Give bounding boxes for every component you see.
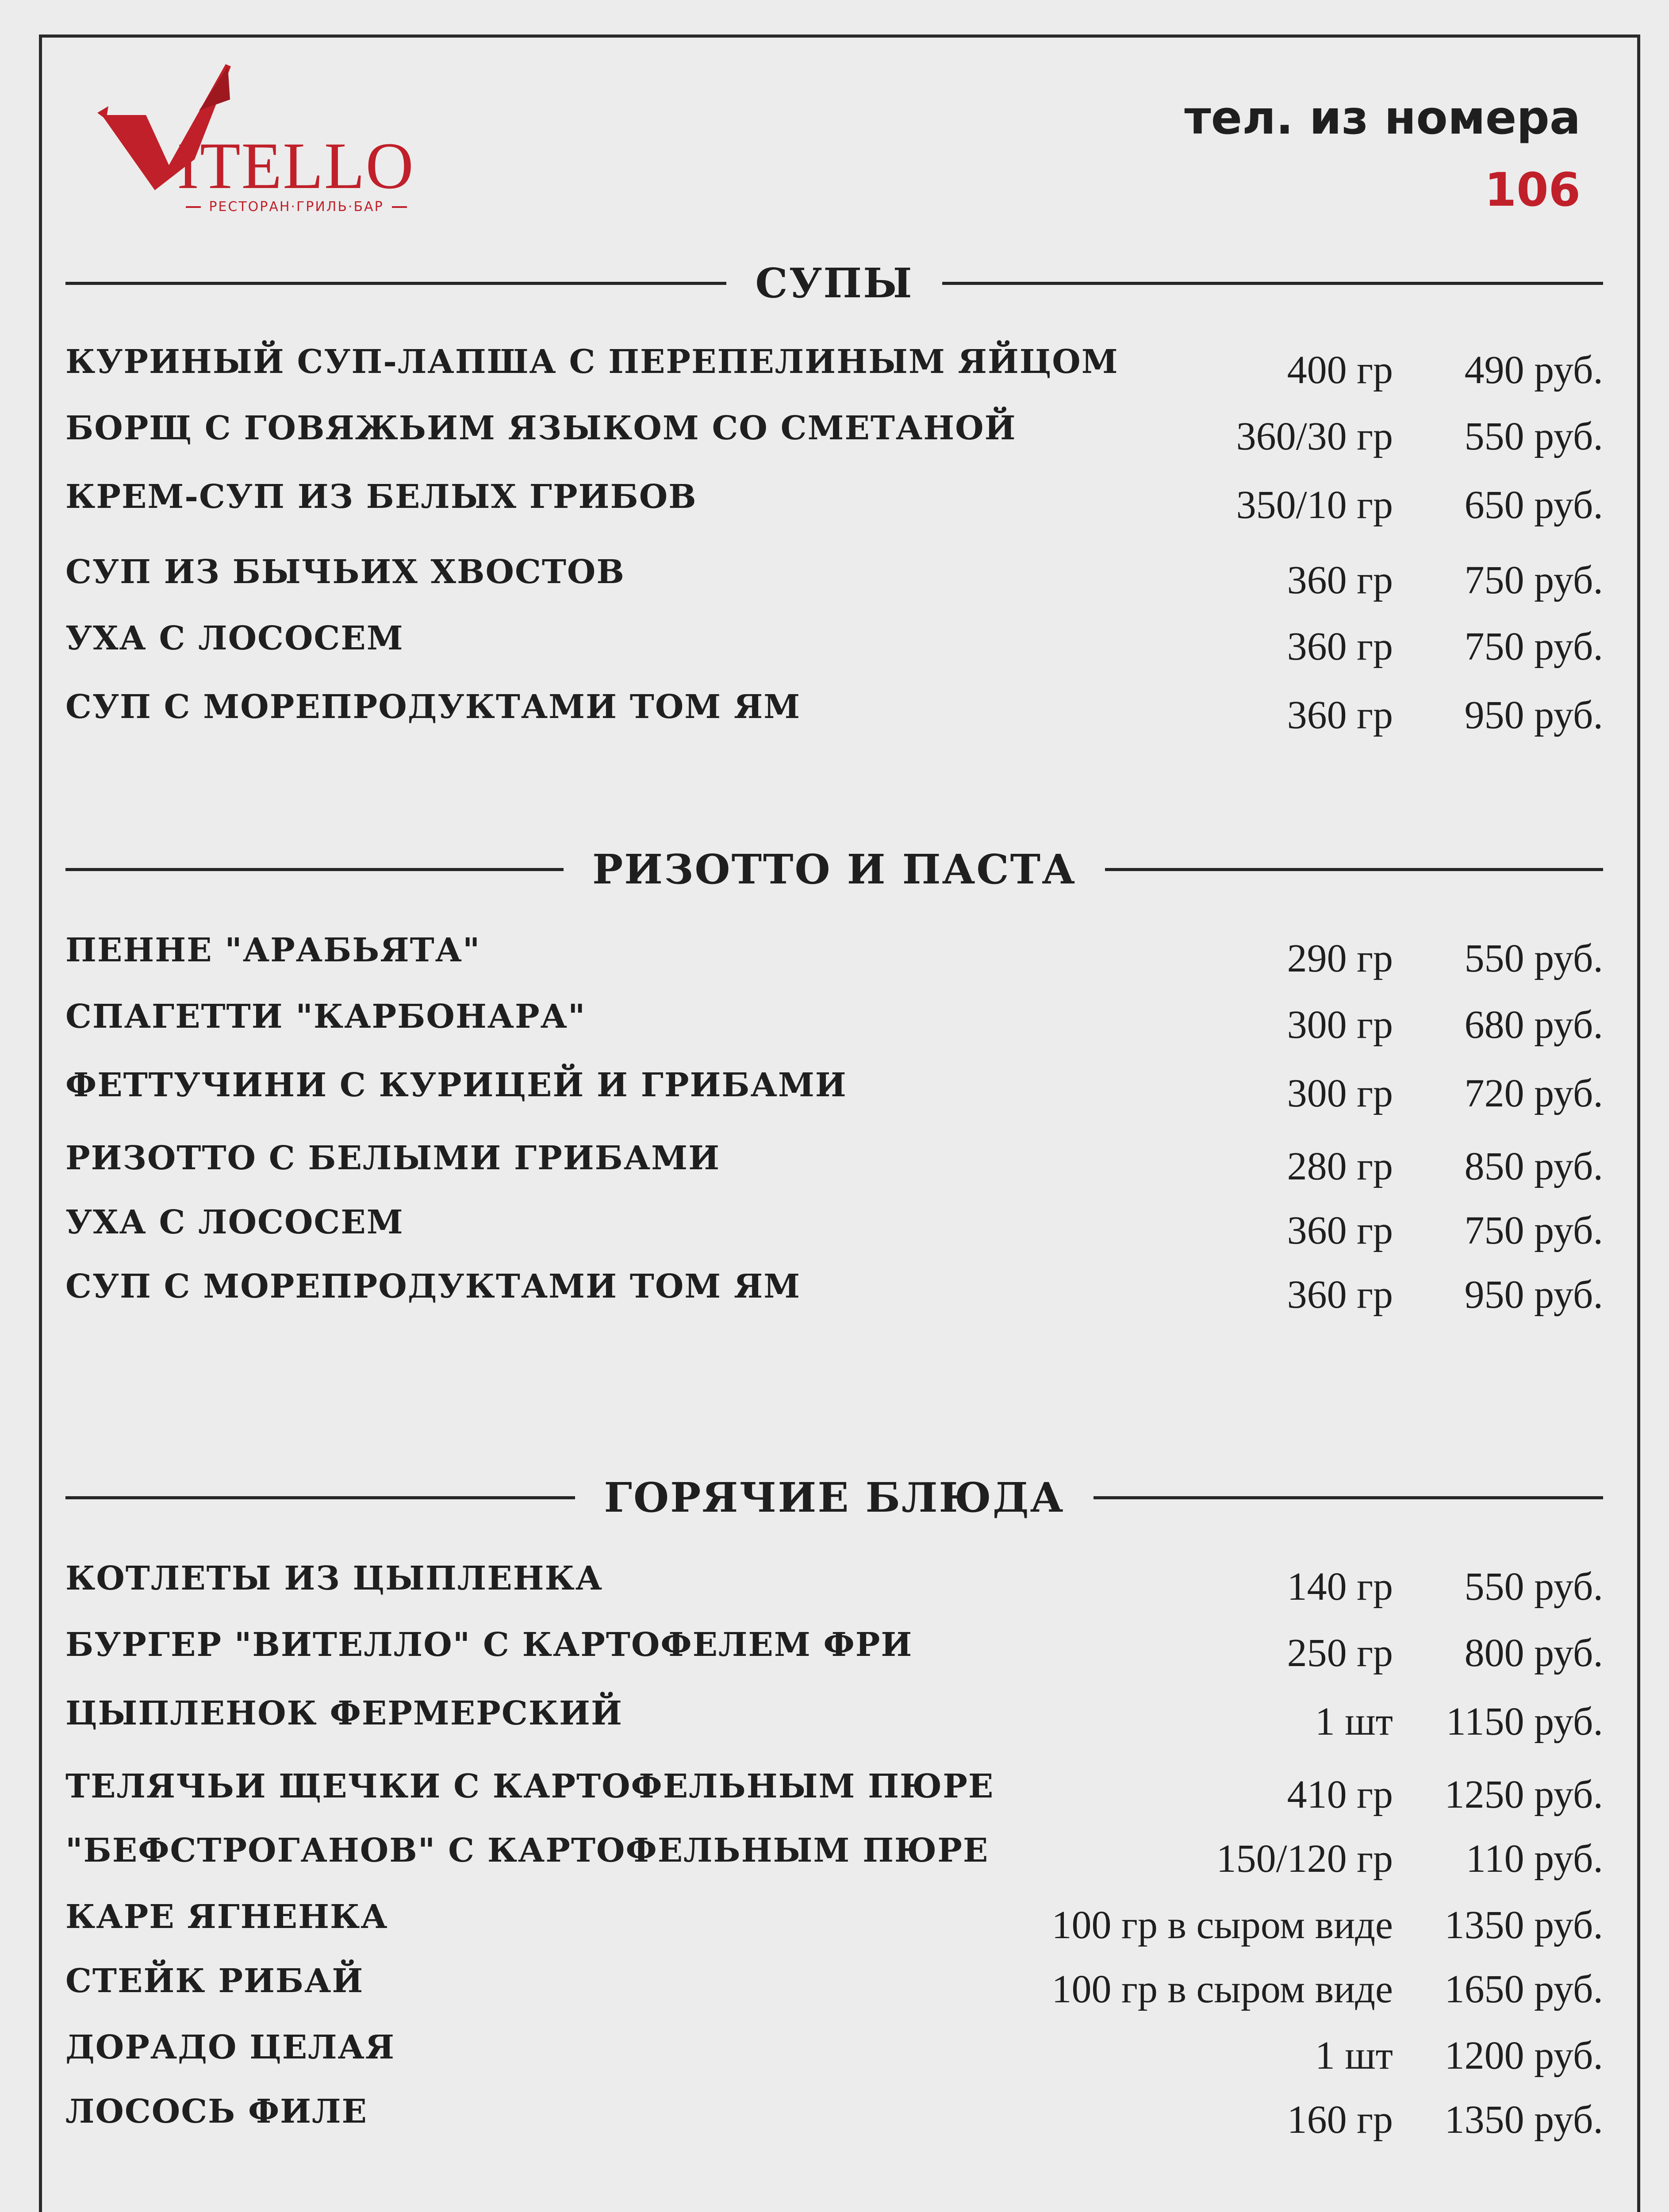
section-risotto-pasta bbox=[65, 843, 1603, 1317]
dish-name: КОТЛЕТЫ ИЗ ЦЫПЛЕНКА bbox=[65, 1559, 603, 1598]
menu-item bbox=[65, 688, 1603, 737]
dish-weight: 290 гр bbox=[1287, 937, 1393, 980]
dish-weight: 350/10 гр bbox=[1236, 483, 1393, 527]
dish-name: СУП ИЗ БЫЧЬИХ ХВОСТОВ bbox=[65, 553, 625, 591]
dish-weight: 140 гр bbox=[1287, 1565, 1393, 1609]
dish-name: СТЕЙК РИБАЙ bbox=[65, 1962, 364, 2000]
dish-name: РИЗОТТО С БЕЛЫМИ ГРИБАМИ bbox=[65, 1139, 720, 1177]
dish-weight: 360/30 гр bbox=[1236, 415, 1393, 458]
dish-name: УХА С ЛОСОСЕМ bbox=[65, 619, 404, 657]
menu-item bbox=[65, 409, 1603, 458]
tagline-text: РЕСТОРАН·ГРИЛЬ·БАР bbox=[209, 199, 384, 215]
menu-item bbox=[65, 1832, 1603, 1880]
dish-name: ФЕТТУЧИНИ С КУРИЦЕЙ И ГРИБАМИ bbox=[65, 1066, 847, 1104]
dish-weight: 100 гр в сыром виде bbox=[1051, 1903, 1393, 1947]
dish-price: 490 руб. bbox=[1464, 348, 1603, 392]
dish-name: ЦЫПЛЕНОК ФЕРМЕРСКИЙ bbox=[65, 1694, 623, 1732]
menu-item bbox=[65, 619, 1603, 668]
menu-item bbox=[65, 931, 1603, 980]
tagline-rule-right bbox=[392, 206, 407, 208]
dish-price: 720 руб. bbox=[1464, 1071, 1603, 1115]
menu-item bbox=[65, 2028, 1603, 2077]
dish-price: 1350 руб. bbox=[1444, 2098, 1603, 2142]
dish-price: 1150 руб. bbox=[1446, 1700, 1603, 1743]
menu-item bbox=[65, 1626, 1603, 1674]
menu-item bbox=[65, 1139, 1603, 1188]
logo-wordmark: ITELLO bbox=[177, 129, 414, 203]
dish-weight: 360 гр bbox=[1287, 1209, 1393, 1252]
dish-name: БОРЩ С ГОВЯЖЬИМ ЯЗЫКОМ СО СМЕТАНОЙ bbox=[65, 409, 1017, 447]
dish-price: 650 руб. bbox=[1464, 483, 1603, 527]
menu-item bbox=[65, 1767, 1603, 1816]
section-header bbox=[65, 1471, 1603, 1524]
dish-weight: 360 гр bbox=[1287, 1273, 1393, 1317]
dish-name: "БЕФСТРОГАНОВ" С КАРТОФЕЛЬНЫМ ПЮРЕ bbox=[65, 1832, 989, 1870]
dish-price: 1350 руб. bbox=[1444, 1903, 1603, 1947]
dish-price: 550 руб. bbox=[1464, 937, 1603, 980]
dish-weight: 360 гр bbox=[1287, 625, 1393, 668]
section-header bbox=[65, 257, 1603, 310]
section-hot-dishes bbox=[65, 1471, 1603, 2142]
dish-price: 750 руб. bbox=[1464, 1209, 1603, 1252]
menu-item bbox=[65, 1962, 1603, 2011]
divider-line bbox=[1093, 1496, 1603, 1499]
dish-name: КУРИНЫЙ СУП-ЛАПША С ПЕРЕПЕЛИНЫМ ЯЙЦОМ bbox=[65, 343, 1119, 381]
section-title: ГОРЯЧИЕ БЛЮДА bbox=[604, 1474, 1065, 1521]
dish-price: 750 руб. bbox=[1464, 558, 1603, 602]
menu-item bbox=[65, 1203, 1603, 1252]
menu-item bbox=[65, 1694, 1603, 1743]
divider-line bbox=[65, 282, 726, 285]
dish-weight: 100 гр в сыром виде bbox=[1051, 1967, 1393, 2011]
dish-weight: 250 гр bbox=[1287, 1631, 1393, 1675]
menu-item bbox=[65, 1559, 1603, 1608]
restaurant-logo bbox=[66, 58, 414, 226]
dish-price: 1650 руб. bbox=[1444, 1967, 1603, 2011]
dish-weight: 280 гр bbox=[1287, 1144, 1393, 1188]
dish-weight: 1 шт bbox=[1315, 2034, 1393, 2078]
room-phone-label: тел. из номера bbox=[1184, 91, 1581, 145]
dish-price: 550 руб. bbox=[1464, 415, 1603, 458]
divider-line bbox=[65, 1496, 575, 1499]
menu-item bbox=[65, 998, 1603, 1046]
menu-item bbox=[65, 343, 1603, 392]
dish-price: 750 руб. bbox=[1464, 625, 1603, 668]
dish-weight: 360 гр bbox=[1287, 558, 1393, 602]
menu-item bbox=[65, 2093, 1603, 2141]
dish-price: 800 руб. bbox=[1464, 1631, 1603, 1675]
dish-price: 550 руб. bbox=[1464, 1565, 1603, 1609]
dish-name: ТЕЛЯЧЬИ ЩЕЧКИ С КАРТОФЕЛЬНЫМ ПЮРЕ bbox=[65, 1767, 994, 1805]
menu-item bbox=[65, 478, 1603, 526]
divider-line bbox=[942, 282, 1603, 285]
dish-name: СУП С МОРЕПРОДУКТАМИ ТОМ ЯМ bbox=[65, 688, 801, 726]
dish-weight: 1 шт bbox=[1315, 1700, 1393, 1743]
dish-weight: 150/120 гр bbox=[1216, 1837, 1393, 1881]
dish-price: 1250 руб. bbox=[1444, 1773, 1603, 1816]
dish-name: СУП С МОРЕПРОДУКТАМИ ТОМ ЯМ bbox=[65, 1267, 801, 1306]
room-phone-number: 106 bbox=[1484, 163, 1581, 217]
dish-price: 950 руб. bbox=[1464, 693, 1603, 737]
dish-price: 110 руб. bbox=[1466, 1837, 1603, 1881]
dish-weight: 400 гр bbox=[1287, 348, 1393, 392]
dish-name: СПАГЕТТИ "КАРБОНАРА" bbox=[65, 998, 586, 1036]
logo-tagline bbox=[186, 199, 407, 215]
dish-name: УХА С ЛОСОСЕМ bbox=[65, 1203, 404, 1241]
divider-line bbox=[1105, 868, 1603, 871]
dish-weight: 410 гр bbox=[1287, 1773, 1393, 1816]
dish-weight: 160 гр bbox=[1287, 2098, 1393, 2142]
dish-name: ЛОСОСЬ ФИЛЕ bbox=[65, 2093, 368, 2131]
menu-item bbox=[65, 1267, 1603, 1316]
section-header bbox=[65, 843, 1603, 896]
dish-weight: 360 гр bbox=[1287, 693, 1393, 737]
dish-name: КРЕМ-СУП ИЗ БЕЛЫХ ГРИБОВ bbox=[65, 478, 697, 516]
dish-name: КАРЕ ЯГНЕНКА bbox=[65, 1898, 388, 1936]
section-title: РИЗОТТО И ПАСТА bbox=[592, 845, 1077, 893]
dish-weight: 300 гр bbox=[1287, 1071, 1393, 1115]
divider-line bbox=[65, 868, 564, 871]
tagline-rule-left bbox=[186, 206, 201, 208]
menu-item bbox=[65, 1898, 1603, 1947]
menu-item bbox=[65, 553, 1603, 602]
dish-price: 950 руб. bbox=[1464, 1273, 1603, 1317]
dish-price: 680 руб. bbox=[1464, 1003, 1603, 1047]
dish-price: 1200 руб. bbox=[1444, 2034, 1603, 2078]
dish-price: 850 руб. bbox=[1464, 1144, 1603, 1188]
dish-weight: 300 гр bbox=[1287, 1003, 1393, 1047]
dish-name: ДОРАДО ЦЕЛАЯ bbox=[65, 2028, 395, 2066]
dish-name: ПЕННЕ "АРАБЬЯТА" bbox=[65, 931, 481, 969]
dish-name: БУРГЕР "ВИТЕЛЛО" С КАРТОФЕЛЕМ ФРИ bbox=[65, 1626, 913, 1664]
menu-item bbox=[65, 1066, 1603, 1115]
section-title: СУПЫ bbox=[755, 259, 913, 307]
section-soups bbox=[65, 257, 1603, 737]
